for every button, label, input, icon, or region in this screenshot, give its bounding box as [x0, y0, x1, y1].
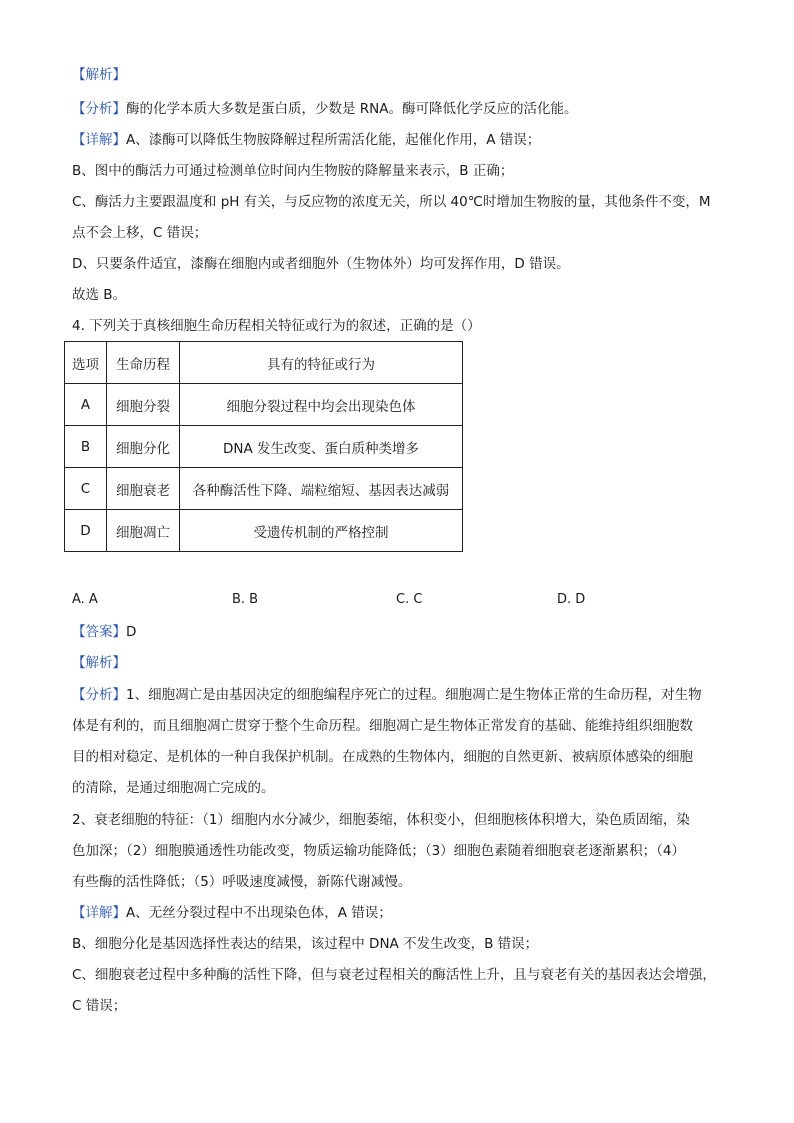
- option-c: C. C: [396, 592, 423, 607]
- section-label-analysis: 【解析】: [72, 655, 126, 671]
- text-line: D、只要条件适宜，漆酶在细胞内或者细胞外（生物体外）均可发挥作用，D 错误。: [72, 256, 570, 272]
- text-line: C 错误；: [72, 998, 127, 1014]
- question-table: [64, 341, 463, 552]
- table-row: [65, 426, 463, 468]
- text-line: 体是有利的，而且细胞凋亡贯穿于整个生命历程。细胞凋亡是生物体正常发育的基础、能维持组织细胞数: [72, 718, 693, 734]
- table-cell: 受遗传机制的严格控制: [180, 510, 463, 552]
- text-line: 点不会上移，C 错误；: [72, 225, 208, 241]
- option-a: A. A: [72, 592, 98, 607]
- table-row: [65, 384, 463, 426]
- detail-paragraph: 【详解】A、漆酶可以降低生物胺降解过程所需活化能，起催化作用，A 错误；: [72, 132, 541, 148]
- analysis-paragraph: 【分析】酶的化学本质大多数是蛋白质，少数是 RNA。酶可降低化学反应的活化能。: [72, 101, 578, 117]
- option-b: B. B: [232, 592, 259, 607]
- answer-line: 【答案】D: [72, 624, 137, 640]
- text-line: 色加深；（2）细胞膜通透性功能改变，物质运输功能降低；（3）细胞色素随着细胞衰老逐渐累积；（4）: [72, 843, 686, 859]
- table-cell: A: [65, 384, 107, 426]
- text-line: B、图中的酶活力可通过检测单位时间内生物胺的降解量来表示，B 正确；: [72, 163, 514, 179]
- table-header-cell: 生命历程: [107, 342, 180, 384]
- table-header-cell: 选项: [65, 342, 107, 384]
- question-stem: 4. 下列关于真核细胞生命历程相关特征或行为的叙述，正确的是（）: [72, 318, 481, 334]
- table-cell: 细胞分化: [107, 426, 180, 468]
- table-cell: C: [65, 468, 107, 510]
- table-cell: 细胞分裂: [107, 384, 180, 426]
- table-header-cell: 具有的特征或行为: [180, 342, 463, 384]
- text-line: 有些酶的活性降低；（5）呼吸速度减慢，新陈代谢减慢。: [72, 874, 412, 890]
- text-line: 的清除，是通过细胞凋亡完成的。: [72, 780, 275, 796]
- text-line: 目的相对稳定、是机体的一种自我保护机制。在成熟的生物体内，细胞的自然更新、被病原体感染的细胞: [72, 749, 693, 765]
- table-cell: 细胞凋亡: [107, 510, 180, 552]
- analysis-paragraph: 【分析】1、细胞凋亡是由基因决定的细胞编程序死亡的过程。细胞凋亡是生物体正常的生命历程，对生物: [72, 687, 702, 703]
- option-d: D. D: [557, 592, 586, 607]
- text-line: B、细胞分化是基因选择性表达的结果，该过程中 DNA 不发生改变，B 错误；: [72, 936, 539, 952]
- table-cell: 细胞衰老: [107, 468, 180, 510]
- table-cell: DNA 发生改变、蛋白质种类增多: [180, 426, 463, 468]
- table-cell: B: [65, 426, 107, 468]
- table-cell: 细胞分裂过程中均会出现染色体: [180, 384, 463, 426]
- text-line: C、细胞衰老过程中多种酶的活性下降，但与衰老过程相关的酶活性上升，且与衰老有关的基因表达会增强，: [72, 967, 716, 983]
- table-row: [65, 468, 463, 510]
- conclusion-line: 故选 B。: [72, 287, 127, 303]
- text-line: C、酶活力主要跟温度和 pH 有关，与反应物的浓度无关，所以 40℃时增加生物胺的量，其他条件不变，M: [72, 194, 711, 210]
- table-row: [65, 510, 463, 552]
- table-header-row: [65, 342, 463, 384]
- detail-paragraph: 【详解】A、无丝分裂过程中不出现染色体，A 错误；: [72, 905, 392, 921]
- table-cell: 各种酶活性下降、端粒缩短、基因表达减弱: [180, 468, 463, 510]
- table-cell: D: [65, 510, 107, 552]
- section-label-analysis: 【解析】: [72, 67, 126, 83]
- text-line: 2、衰老细胞的特征：（1）细胞内水分减少，细胞萎缩，体积变小，但细胞核体积增大，染色质固缩，染: [72, 812, 690, 828]
